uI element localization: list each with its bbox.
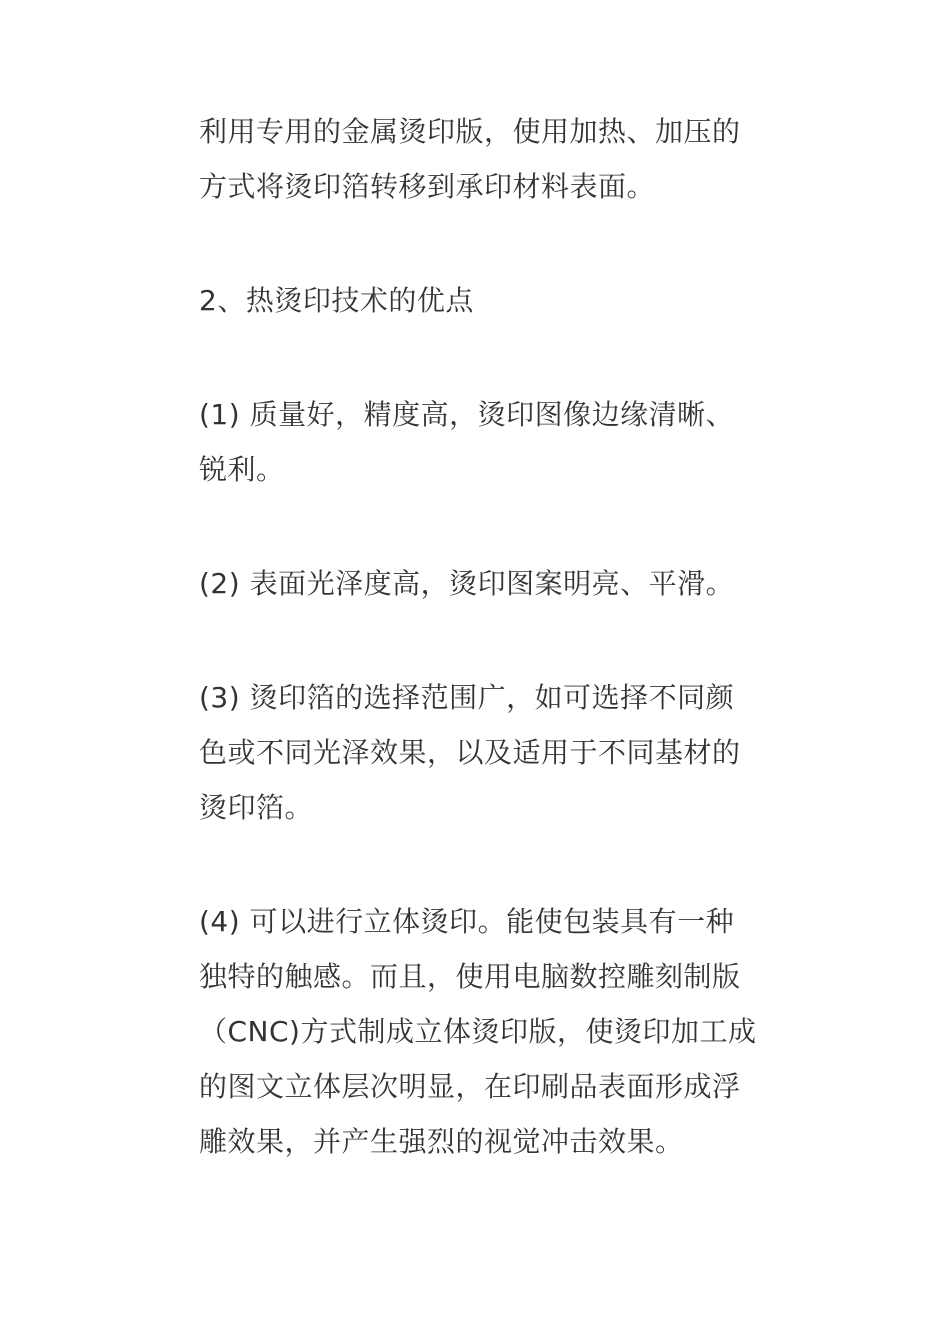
text-line: 色或不同光泽效果，以及适用于不同基材的 [199, 736, 741, 769]
text-line: 方式将烫印箔转移到承印材料表面。 [199, 170, 656, 203]
list-item-1 [199, 387, 805, 497]
paragraph-intro [199, 104, 805, 214]
text-line: (3) 烫印箔的选择范围广，如可选择不同颜 [199, 681, 735, 714]
text-line: 独特的触感。而且，使用电脑数控雕刻制版 [199, 960, 741, 993]
text-line: 雕效果，并产生强烈的视觉冲击效果。 [199, 1125, 684, 1158]
document-body [199, 104, 805, 1169]
text-line: 烫印箔。 [199, 791, 314, 824]
heading-text: 2、热烫印技术的优点 [199, 284, 474, 317]
text-line: (4) 可以进行立体烫印。能使包装具有一种 [199, 905, 735, 938]
list-item-4 [199, 894, 805, 1169]
section-heading-advantages [199, 273, 805, 328]
text-line: (1) 质量好，精度高，烫印图像边缘清晰、 [199, 398, 735, 431]
text-line: 锐利。 [199, 453, 285, 486]
text-line: 的图文立体层次明显，在印刷品表面形成浮 [199, 1070, 741, 1103]
list-item-2 [199, 556, 805, 611]
text-line: (2) 表面光泽度高，烫印图案明亮、平滑。 [199, 567, 735, 600]
list-item-3 [199, 670, 805, 835]
text-line: 利用专用的金属烫印版，使用加热、加压的 [199, 115, 741, 148]
text-line: （CNC)方式制成立体烫印版，使烫印加工成 [199, 1015, 757, 1048]
